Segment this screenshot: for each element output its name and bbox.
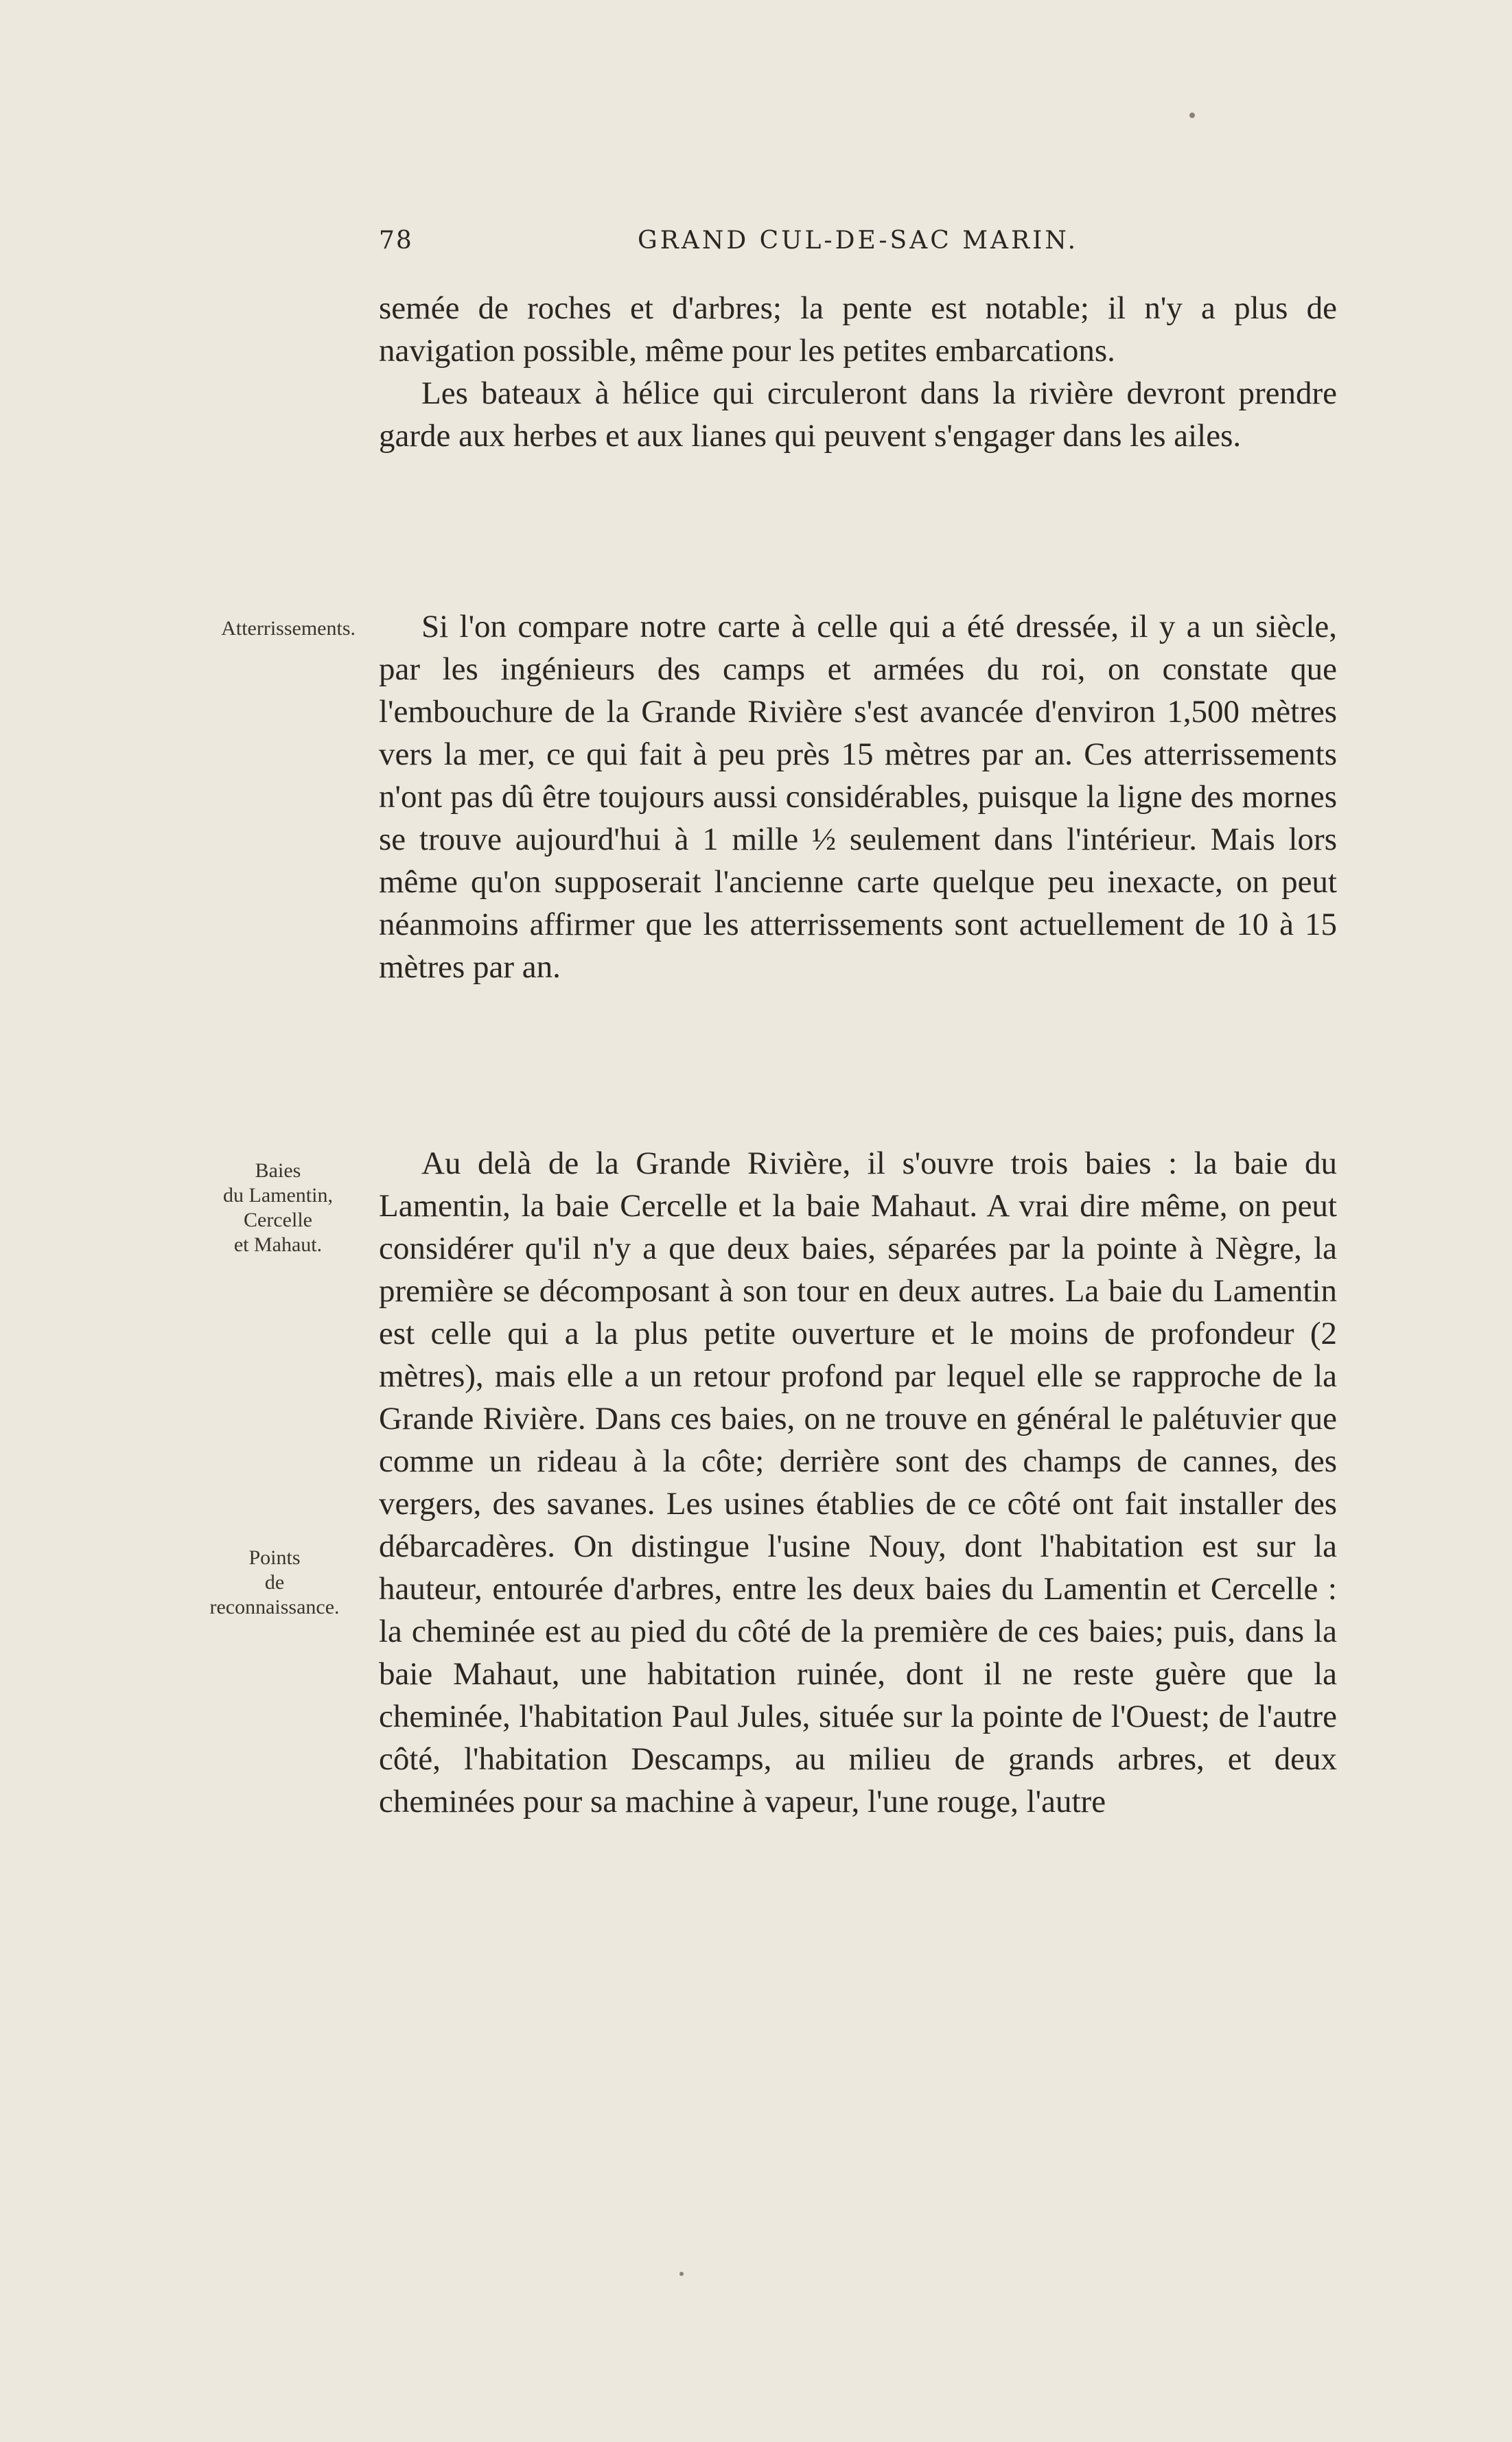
page-number: 78	[379, 226, 413, 255]
text-block-atterrissements	[379, 605, 1337, 988]
sidenote-baies	[206, 1159, 350, 1257]
text-block-intro	[379, 287, 1337, 457]
sidenote-line: Cercelle	[244, 1209, 312, 1231]
paragraph-atterrissements: Si l'on compare notre carte à celle qui a été dressée, il y a un siècle, par les ingénieurs des camps et armées du roi, on constate que l'embouchure de la Grande Rivière s'est avancée d'environ 1,500 mètres vers la mer, ce qui fait à peu près 15 mètres par an. Ces atterrissements n'ont pas dû être toujours aussi considérables, puisque la ligne des mornes se trouve aujourd'hui à 1 mille ½ seulement dans l'intérieur. Mais lors même qu'on supposerait l'ancienne carte quelque peu inexacte, on peut néanmoins affirmer que les atterrissements sont actuellement de 10 à 15 mètres par an.	[379, 609, 1337, 985]
sidenote-line: Atterrissements.	[221, 617, 356, 640]
paper-speck	[679, 2272, 684, 2276]
sidenote-line: Points	[248, 1546, 301, 1569]
sidenote-line: Baies	[255, 1159, 301, 1182]
page-header	[379, 226, 1337, 268]
sidenote-atterrissements	[177, 616, 356, 641]
paragraph-baies: Au delà de la Grande Rivière, il s'ouvre trois baies : la baie du Lamentin, la baie Cercelle et la baie Mahaut. A vrai dire même, on peut considérer qu'il n'y a que deux baies, séparées par la pointe à Nègre, la première se décomposant à son tour en deux autres. La baie du Lamentin est celle qui a la plus petite ouverture et le moins de profondeur (2 mètres), mais elle a un retour profond par lequel elle se rapproche de la Grande Rivière. Dans ces baies, on ne trouve en général le palétuvier que comme un rideau à la côte; derrière sont des champs de cannes, des vergers, des savanes. Les usines établies de ce côté ont fait installer des débarcadères. On distingue l'usine Nouy, dont l'habitation est sur la hauteur, entourée d'arbres, entre les deux baies du Lamentin et Cercelle : la cheminée est au pied du côté de la première de ces baies; puis, dans la baie Mahaut, une habitation ruinée, dont il ne reste guère que la cheminée, l'habitation Paul Jules, située sur la pointe de l'Ouest; de l'autre côté, l'habitation Descamps, au milieu de grands arbres, et deux cheminées pour sa machine à vapeur, l'une rouge, l'autre	[379, 1146, 1337, 1819]
text-block-baies	[379, 1142, 1337, 1823]
paragraph-bateaux: Les bateaux à hélice qui circuleront dans la rivière devront prendre garde aux herbes et aux lianes qui peuvent s'engager dans les ailes.	[379, 375, 1337, 454]
paragraph-continuation: semée de roches et d'arbres; la pente est notable; il n'y a plus de navigation possible, même pour les petites embarcations.	[379, 290, 1337, 369]
running-title: GRAND CUL-DE-SAC MARIN.	[637, 226, 1079, 255]
sidenote-line: et Mahaut.	[233, 1233, 323, 1256]
sidenote-line: du Lamentin,	[223, 1184, 333, 1207]
sidenote-points	[185, 1546, 364, 1620]
paper-speck	[1189, 113, 1195, 118]
sidenote-line: reconnaissance.	[209, 1596, 340, 1618]
sidenote-line: de	[264, 1571, 285, 1594]
